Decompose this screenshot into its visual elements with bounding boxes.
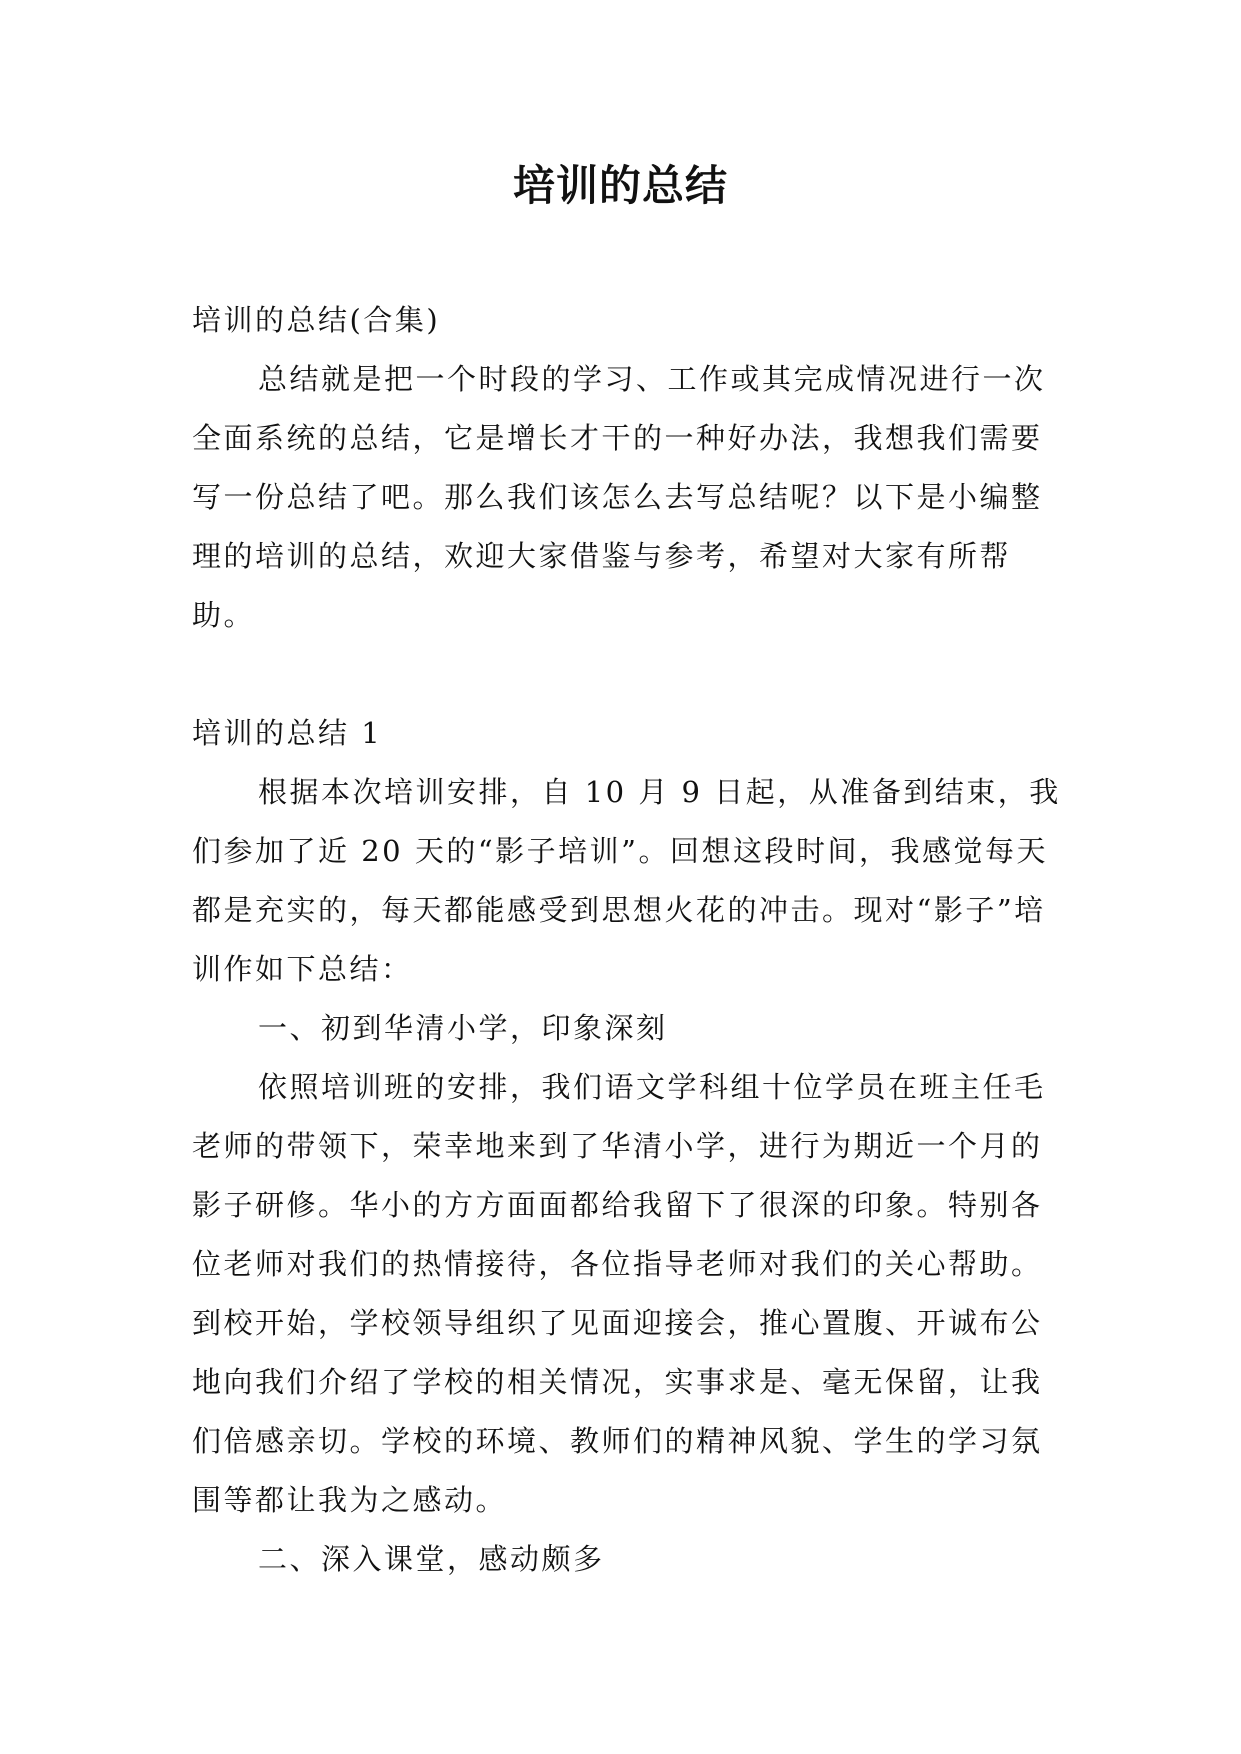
intro-paragraph: 总结就是把一个时段的学习、工作或其完成情况进行一次全面系统的总结，它是增长才干的一种好办法，我想我们需要写一份总结了吧。那么我们该怎么去写总结呢？以下是小编整理的培训的总结，欢迎大家借鉴与参考，希望对大家有所帮助。 — [192, 362, 1046, 632]
point-heading-1: 一、初到华清小学，印象深刻 — [258, 1011, 668, 1045]
section-paragraph: 根据本次培训安排，自 10 月 9 日起，从准备到结束，我们参加了近 20 天的“影子培训”。回想这段时间，我感觉每天都是充实的，每天都能感受到思想火花的冲击。现对“影子”培训作如下总结： — [192, 775, 1061, 986]
document-body — [192, 291, 1062, 1589]
document-title: 培训的总结 — [512, 161, 728, 210]
point-paragraph-1: 依照培训班的安排，我们语文学科组十位学员在班主任毛老师的带领下，荣幸地来到了华清小学，进行为期近一个月的影子研修。华小的方方面面都给我留下了很深的印象。特别各位老师对我们的热情接待，各位指导老师对我们的关心帮助。到校开始，学校领导组织了见面迎接会，推心置腹、开诚布公地向我们介绍了学校的相关情况，实事求是、毫无保留，让我们倍感亲切。学校的环境、教师们的精神风貌、学生的学习氛围等都让我为之感动。 — [192, 1070, 1046, 1517]
paragraph-gap — [192, 645, 1062, 704]
point-heading-2: 二、深入课堂，感动颇多 — [258, 1542, 605, 1576]
document-subtitle: 培训的总结(合集) — [192, 303, 441, 337]
section-heading: 培训的总结 1 — [192, 716, 383, 750]
